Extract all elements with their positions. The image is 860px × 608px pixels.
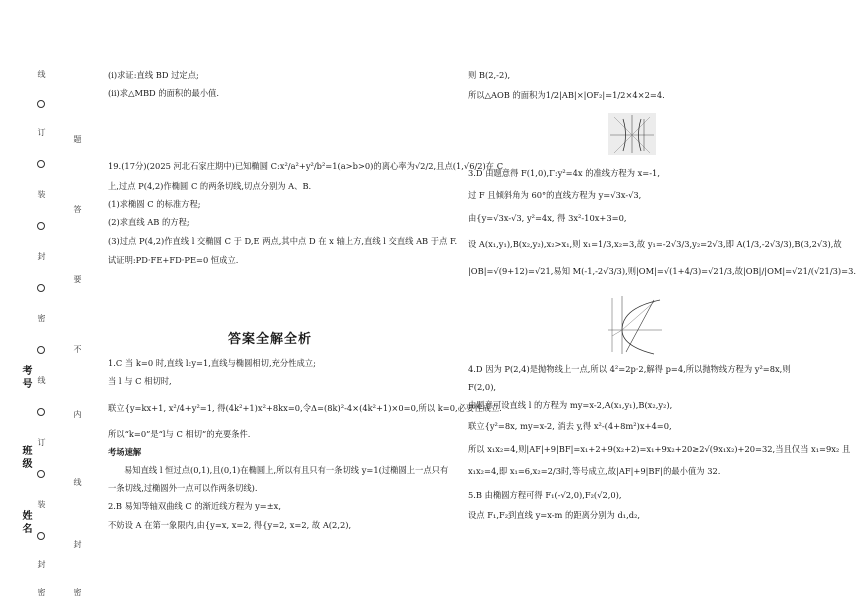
answer-1-line3: 联立{y=kx+1, x²/4+y²=1, 得(4k²+1)x²+8kx=0,令Δ=(8k)²-4×(4k²+1)×0=0,所以 k=0,必要性成立. [108, 403, 502, 413]
answer-3-line5: |OB|=√(9+12)=√21,易知 M(-1,-2√3/3),则|OM|=√(1+4/3)=√21/3,故|OB|/|OM|=√21/(√21/3)=3. [468, 266, 857, 276]
q19-part-3: (3)过点 P(4,2)作直线 l 交椭圆 C 于 D,E 两点,其中点 D 在 x 轴上方,直线 l 交直线 AB 于点 F. [108, 236, 458, 246]
binding-hole [37, 408, 45, 416]
answer-5-line2: 设点 F₁,F₂到直线 y=x-m 的距离分别为 d₁,d₂, [468, 510, 641, 520]
answer-1-line4: 所以“k=0”是“l与 C 相切”的充要条件. [108, 429, 251, 439]
seal-char: 封 [37, 560, 46, 568]
seal-char: 装 [37, 190, 46, 198]
inner-char: 内 [73, 410, 82, 418]
answer-4-line4: 联立{y²=8x, my=x-2, 消去 y,得 x²-(4+8m²)x+4=0, [468, 421, 672, 431]
inner-char: 要 [73, 275, 82, 283]
answer-3-line4: 设 A(x₁,y₁),B(x₂,y₂),x₂>x₁,则 x₁=1/3,x₂=3,故 y₁=-2√3/3,y₂=2√3,即 A(1/3,-2√3/3),B(3,2√3),故 [468, 239, 842, 249]
answer-2-line3: 则 B(2,-2), [468, 70, 511, 80]
inner-char: 密 [73, 588, 82, 596]
inner-char: 不 [73, 345, 82, 353]
seal-char: 密 [37, 588, 46, 596]
answer-4-line3: 由题意可设直线 l 的方程为 my=x-2,A(x₁,y₁),B(x₂,y₂), [468, 400, 673, 410]
q19-part-3-cont: 试证明:PD·FE+FD·PE=0 恒成立. [108, 255, 239, 265]
field-name: 姓名 [20, 510, 31, 536]
seal-char: 订 [37, 438, 46, 446]
seal-char: 封 [37, 252, 46, 260]
q19-part-2: (2)求直线 AB 的方程; [108, 217, 190, 227]
inner-char: 题 [73, 135, 82, 143]
inner-char: 线 [73, 478, 82, 486]
answer-1-fast-line2: 一条切线,过椭圆外一点可以作两条切线). [108, 483, 258, 493]
binding-hole [37, 284, 45, 292]
q19-part-1: (1)求椭圆 C 的标准方程; [108, 199, 201, 209]
binding-hole [37, 532, 45, 540]
answer-1-line2: 当 l 与 C 相切时, [108, 376, 172, 386]
hyperbola-figure [608, 113, 656, 155]
answer-1-tip: 考场速解 [108, 447, 142, 457]
answer-4-line2: F(2,0), [468, 382, 497, 392]
q19-stem-line1: 19.(17分)(2025 河北石家庄期中)已知椭圆 C:x²/a²+y²/b²=1(a>b>0)的离心率为√2/2,且点(1,√6/2)在 C [108, 161, 504, 171]
answer-3-line2: 过 F 且倾斜角为 60°的直线方程为 y=√3x-√3, [468, 190, 642, 200]
binding-margin [0, 0, 100, 608]
answer-3-line3: 由{y=√3x-√3, y²=4x, 得 3x²-10x+3=0, [468, 213, 627, 223]
seal-char: 装 [37, 500, 46, 508]
answer-1-fast-line1: 易知直线 l 恒过点(0,1),且(0,1)在椭圆上,所以有且只有一条切线 y=1(过椭圆上一点只有 [124, 465, 449, 475]
q18-part-i: (i)求证:直线 BD 过定点; [108, 70, 199, 80]
answer-4-line6: x₁x₂=4,即 x₁=6,x₂=2/3时,等号成立,故|AF|+9|BF|的最小值为 32. [468, 466, 721, 476]
inner-char: 封 [73, 540, 82, 548]
answer-2-line1: 2.B 易知等轴双曲线 C 的渐近线方程为 y=±x, [108, 501, 281, 511]
binding-hole [37, 346, 45, 354]
field-exam-number: 考号 [20, 365, 31, 391]
seal-char: 线 [37, 70, 46, 78]
seal-char: 密 [37, 314, 46, 322]
answer-4-line1: 4.D 因为 P(2,4)是抛物线上一点,所以 4²=2p·2,解得 p=4,所以抛物线方程为 y²=8x,则 [468, 364, 791, 374]
inner-char: 答 [73, 205, 82, 213]
binding-hole [37, 222, 45, 230]
answer-1-line1: 1.C 当 k=0 时,直线 l:y=1,直线与椭圆相切,充分性成立; [108, 358, 316, 368]
binding-hole [37, 160, 45, 168]
field-class: 班级 [20, 445, 31, 471]
answer-2-line4: 所以△AOB 的面积为1/2|AB|×|OF₂|=1/2×4×2=4. [468, 90, 665, 100]
answer-4-line5: 所以 x₁x₂=4,则|AF|+9|BF|=x₁+2+9(x₂+2)=x₁+9x₂+20≥2√(9x₁x₂)+20=32,当且仅当 x₁=9x₂ 且 [468, 444, 851, 454]
answer-3-line1: 3.D 由题意得 F(1,0),Γ:y²=4x 的准线方程为 x=-1, [468, 168, 660, 178]
parabola-figure [604, 294, 664, 356]
q19-stem-line2: 上,过点 P(4,2)作椭圆 C 的两条切线,切点分别为 A、B. [108, 181, 312, 191]
seal-char: 线 [37, 376, 46, 384]
answer-heading: 答案全解全析 [228, 332, 313, 347]
binding-hole [37, 470, 45, 478]
binding-hole [37, 100, 45, 108]
q18-part-ii: (ii)求△MBD 的面积的最小值. [108, 88, 220, 98]
answer-5-line1: 5.B 由椭圆方程可得 F₁(-√2,0),F₂(√2,0), [468, 490, 622, 500]
seal-char: 订 [37, 128, 46, 136]
answer-2-line2: 不妨设 A 在第一象限内,由{y=x, x=2, 得{y=2, x=2, 故 A(2,2), [108, 520, 352, 530]
